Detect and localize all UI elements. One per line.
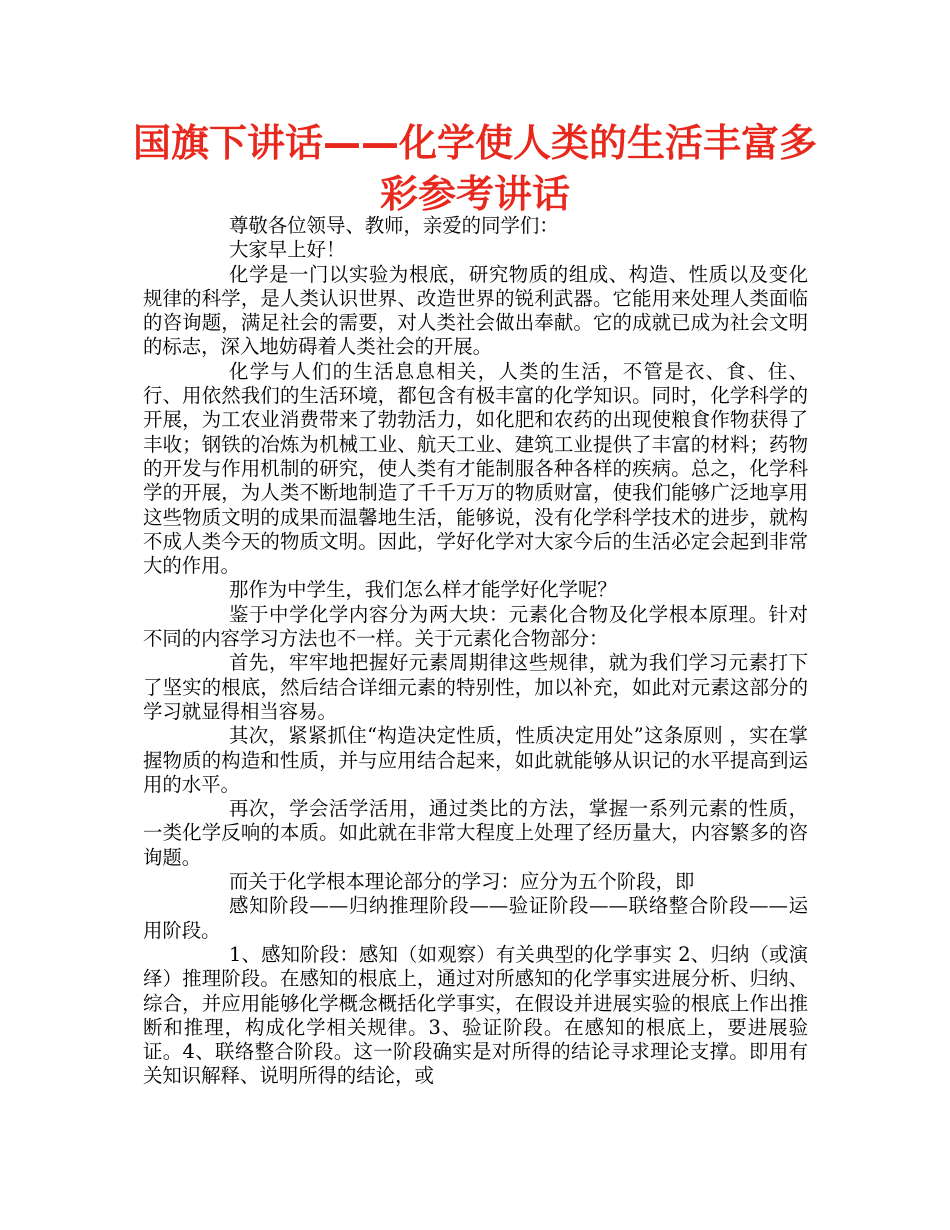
paragraph: 首先，牢牢地把握好元素周期律这些规律，就为我们学习元素打下了坚实的根底，然后结合详细元素的特别性，加以补充，如此对元素这部分的学习就显得相当容易。	[143, 651, 808, 723]
paragraph: 化学是一门以实验为根底，研究物质的组成、构造、性质以及变化规律的科学，是人类认识世界、改造世界的锐利武器。它能用来处理人类面临的咨询题，满足社会的需要，对人类社会做出奉献。它的成就已成为社会文明的标志，深入地妨碍着人类社会的开展。	[143, 262, 808, 359]
paragraph: 鉴于中学化学内容分为两大块：元素化合物及化学根本原理。针对不同的内容学习方法也不一样。关于元素化合物部分：	[143, 602, 808, 651]
paragraph: 那作为中学生，我们怎么样才能学好化学呢？	[229, 578, 617, 602]
paragraph-greeting: 尊敬各位领导、教师，亲爱的同学们：	[229, 214, 559, 237]
paragraph: 1、感知阶段：感知（如观察）有关典型的化学事实 2、归纳（或演绎）推理阶段。在感知的根底上，通过对所感知的化学事实进展分析、归纳、综合，并应用能够化学概念概括化学事实，在假设并进展实验的根底上作出推断和推理，构成化学相关规律。3、验证阶段。在感知的根底上，要进展验证。4、联络整合阶段。这一阶段确实是对所得的结论寻求理论支撑。即用有关知识解释、说明所得的结论，或	[143, 942, 808, 1088]
paragraph: 化学与人们的生活息息相关，人类的生活，不管是衣、食、住、行、用依然我们的生活环境，都包含有极丰富的化学知识。同时，化学科学的开展，为工农业消费带来了勃勃活力，如化肥和农药的出现使粮食作物获得了丰收；钢铁的冶炼为机械工业、航天工业、建筑工业提供了丰富的材料；药物的开发与作用机制的研究，使人类有才能制服各种各样的疾病。总之，化学科学的开展，为人类不断地制造了千千万万的物质财富，使我们能够广泛地享用这些物质文明的成果而温馨地生活，能够说，没有化学科学技术的进步，就构不成人类今天的物质文明。因此，学好化学对大家今后的生活必定会起到非常大的作用。	[143, 359, 808, 578]
paragraph: 而关于化学根本理论部分的学习：应分为五个阶段，即	[229, 870, 695, 894]
paragraph: 其次，紧紧抓住“构造决定性质，性质决定用处”这条原则 ，实在掌握物质的构造和性质，并与应用结合起来，如此就能够从识记的水平提高到运用的水平。	[143, 724, 808, 796]
paragraph-good-morning: 大家早上好！	[229, 238, 346, 262]
document-title: 国旗下讲话——化学使人类的生活丰富多彩参考讲话	[132, 121, 817, 216]
paragraph: 感知阶段——归纳推理阶段——验证阶段——联络整合阶段——运用阶段。	[143, 894, 808, 942]
document-body	[143, 214, 808, 1089]
paragraph: 再次，学会活学活用，通过类比的方法，掌握一系列元素的性质，一类化学反响的本质。如此就在非常大程度上处理了经历量大，内容繁多的咨询题。	[143, 797, 808, 869]
